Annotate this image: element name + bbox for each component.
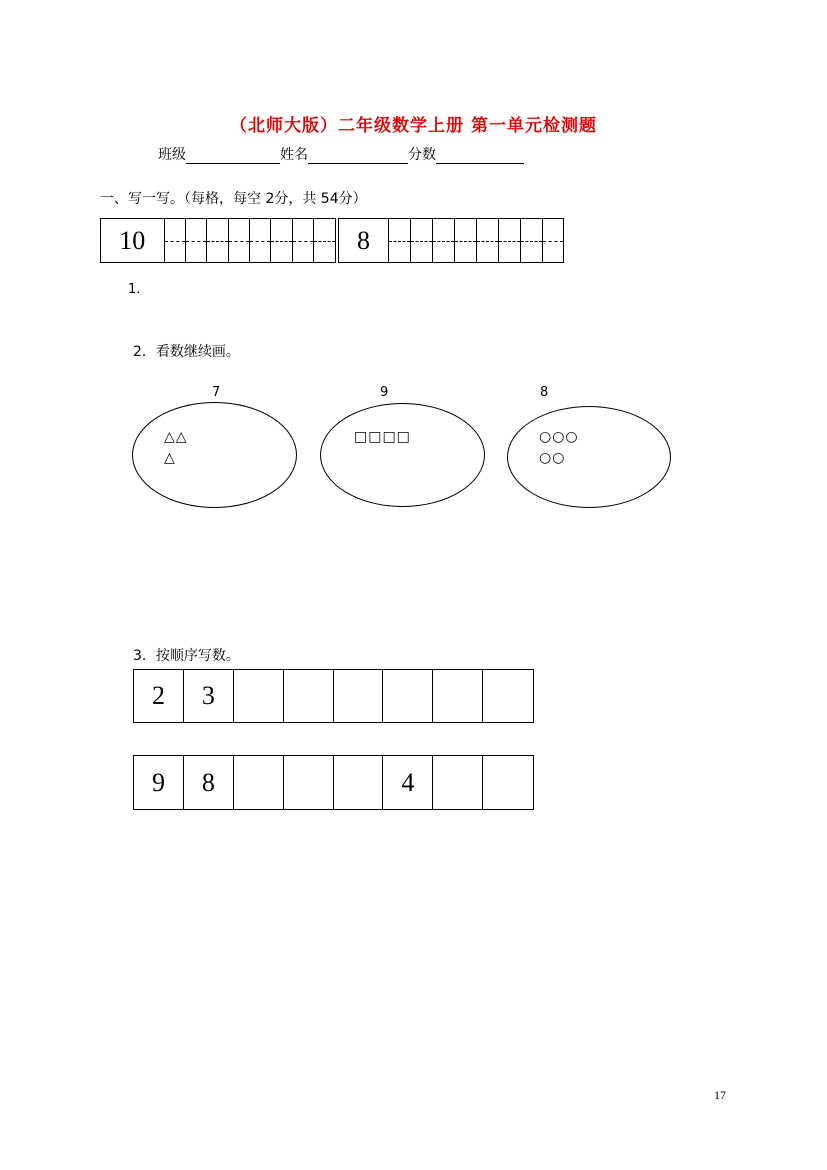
circle-shapes: ○○○ <box>539 429 579 445</box>
section1-heading: 一、写一写。（每格，每空 2分，共 54分） <box>100 191 367 207</box>
square-shapes: □□□□ <box>354 429 411 445</box>
name-label: 姓名 <box>280 147 308 163</box>
writing-cell[interactable] <box>543 219 563 262</box>
writing-cell[interactable] <box>165 219 186 262</box>
writing-cell[interactable] <box>521 219 543 262</box>
sequence-cell[interactable] <box>334 670 384 722</box>
question-2: 2．看数继续画。 <box>133 344 240 360</box>
writing-cell[interactable] <box>207 219 228 262</box>
page-title: （北师大版）二年级数学上册 第一单元检测题 <box>230 116 597 136</box>
sequence-cell[interactable] <box>334 756 384 809</box>
sequence-cell[interactable]: 8 <box>184 756 234 809</box>
triangle-shapes: △△ <box>164 429 188 445</box>
name-field[interactable] <box>308 147 408 164</box>
group-number: 8 <box>540 385 549 400</box>
writing-cell[interactable] <box>433 219 455 262</box>
sequence-cell[interactable] <box>483 670 533 722</box>
sequence-cell[interactable]: 9 <box>134 756 184 809</box>
sequence-cell[interactable] <box>234 670 284 722</box>
sequence-cell[interactable] <box>433 670 483 722</box>
sequence-row-2 <box>133 755 534 810</box>
writing-cell[interactable] <box>314 219 335 262</box>
writing-cell[interactable] <box>455 219 477 262</box>
score-label: 分数 <box>408 147 436 163</box>
sequence-cell[interactable]: 4 <box>383 756 433 809</box>
sequence-cell[interactable]: 2 <box>134 670 184 722</box>
group-number: 9 <box>380 385 389 400</box>
writing-grid-number: 8 <box>339 219 389 262</box>
writing-cell[interactable] <box>250 219 271 262</box>
writing-grid-10 <box>100 218 336 263</box>
ellipse-group <box>507 406 671 508</box>
group-number: 7 <box>212 385 221 400</box>
student-info <box>158 144 524 164</box>
writing-cell[interactable] <box>477 219 499 262</box>
writing-cell[interactable] <box>389 219 411 262</box>
ellipse-group <box>132 402 297 508</box>
writing-cell[interactable] <box>499 219 521 262</box>
ellipse-group <box>320 403 485 507</box>
page-number: 17 <box>714 1088 726 1102</box>
question-3: 3．按顺序写数。 <box>133 648 240 664</box>
sequence-cell[interactable] <box>284 756 334 809</box>
writing-cell[interactable] <box>229 219 250 262</box>
writing-cell[interactable] <box>186 219 207 262</box>
class-label: 班级 <box>158 147 186 163</box>
sequence-cell[interactable]: 3 <box>184 670 234 722</box>
class-field[interactable] <box>186 147 280 164</box>
sequence-row-1 <box>133 669 534 723</box>
triangle-shapes: △ <box>164 450 176 466</box>
sequence-cell[interactable] <box>433 756 483 809</box>
writing-cell[interactable] <box>411 219 433 262</box>
question-1: 1． <box>128 282 150 297</box>
sequence-cell[interactable] <box>383 670 433 722</box>
sequence-cell[interactable] <box>483 756 533 809</box>
writing-cell[interactable] <box>293 219 314 262</box>
circle-shapes: ○○ <box>539 450 566 466</box>
sequence-cell[interactable] <box>284 670 334 722</box>
writing-grid-number: 10 <box>101 219 165 262</box>
sequence-cell[interactable] <box>234 756 284 809</box>
writing-grid-8 <box>338 218 564 263</box>
writing-cell[interactable] <box>271 219 292 262</box>
score-field[interactable] <box>436 147 524 164</box>
